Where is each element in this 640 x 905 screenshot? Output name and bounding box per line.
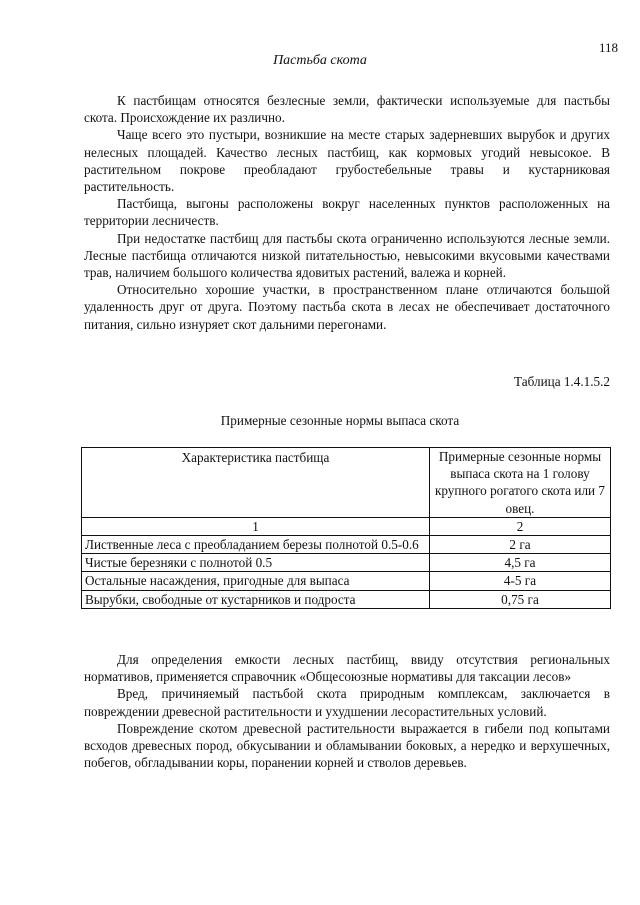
table-header-row	[82, 448, 611, 518]
section-title: Пастьба скота	[273, 53, 367, 68]
paragraph: Пастбища, выгоны расположены вокруг населенных пунктов расположенных на территории лесничеств.	[84, 196, 610, 229]
pasture-characteristic: Чистые березняки с полнотой 0.5	[82, 554, 430, 572]
grazing-norm: 4-5 га	[430, 572, 611, 590]
column-header: Характеристика пастбища	[82, 448, 430, 518]
grazing-norm: 4,5 га	[430, 554, 611, 572]
paragraph: Относительно хорошие участки, в пространственном плане отличаются большой удаленность друг от друга. Поэтому пастьба скота в лесах не обеспечивает достаточного питания, сильно изнуряет скот дальними перегонами.	[84, 282, 610, 332]
grazing-norm: 2 га	[430, 536, 611, 554]
table-row	[82, 554, 611, 572]
column-header: Примерные сезонные нормы выпаса скота на 1 голову крупного рогатого скота или 7 овец.	[430, 448, 611, 518]
table-row	[82, 536, 611, 554]
table-caption: Примерные сезонные нормы выпаса скота	[220, 413, 460, 428]
pasture-characteristic: Вырубки, свободные от кустарников и подроста	[82, 590, 430, 608]
column-number-row	[82, 517, 611, 535]
paragraph: Для определения емкости лесных пастбищ, ввиду отсутствия региональных нормативов, применяется справочник «Общесоюзные нормативы для таксации лесов»	[84, 652, 610, 685]
pasture-characteristic: Лиственные леса с преобладанием березы полнотой 0.5-0.6	[82, 536, 430, 554]
column-number: 1	[82, 517, 430, 535]
table-label: Таблица 1.4.1.5.2	[514, 374, 610, 389]
pasture-characteristic: Остальные насаждения, пригодные для выпаса	[82, 572, 430, 590]
paragraph: Чаще всего это пустыри, возникшие на месте старых задерневших вырубок и других нелесных площадей. Качество лесных пастбищ, как кормовых угодий невысокое. В растительном покрове преобладают грубостебельные травы и кустарниковая растительность.	[84, 127, 610, 195]
column-number: 2	[430, 517, 611, 535]
page-number: 118	[598, 40, 618, 55]
grazing-norm: 0,75 га	[430, 590, 611, 608]
paragraph: Вред, причиняемый пастьбой скота природным комплексам, заключается в повреждении древесной растительности и ухудшении лесорастительных условий.	[84, 686, 610, 719]
table-row	[82, 590, 611, 608]
top-text-block	[84, 92, 610, 333]
paragraph: При недостатке пастбищ для пастьбы скота ограниченно используются лесные земли. Лесные пастбища отличаются низкой питательностью, невысокими вкусовыми качествами трав, наличием большого количества ядовитых растений, валежа и корней.	[84, 230, 610, 281]
bottom-text-block	[84, 651, 610, 771]
table-row	[82, 572, 611, 590]
grazing-norms-table	[81, 447, 611, 609]
paragraph: К пастбищам относятся безлесные земли, фактически используемые для пастьбы скота. Происхождение их различно.	[84, 93, 610, 126]
paragraph: Повреждение скотом древесной растительности выражается в гибели под копытами всходов древесных пород, обкусывании и обламывании боковых, а нередко и верхушечных, побегов, обгладывании коры, поранении корней и стволов деревьев.	[84, 720, 610, 771]
